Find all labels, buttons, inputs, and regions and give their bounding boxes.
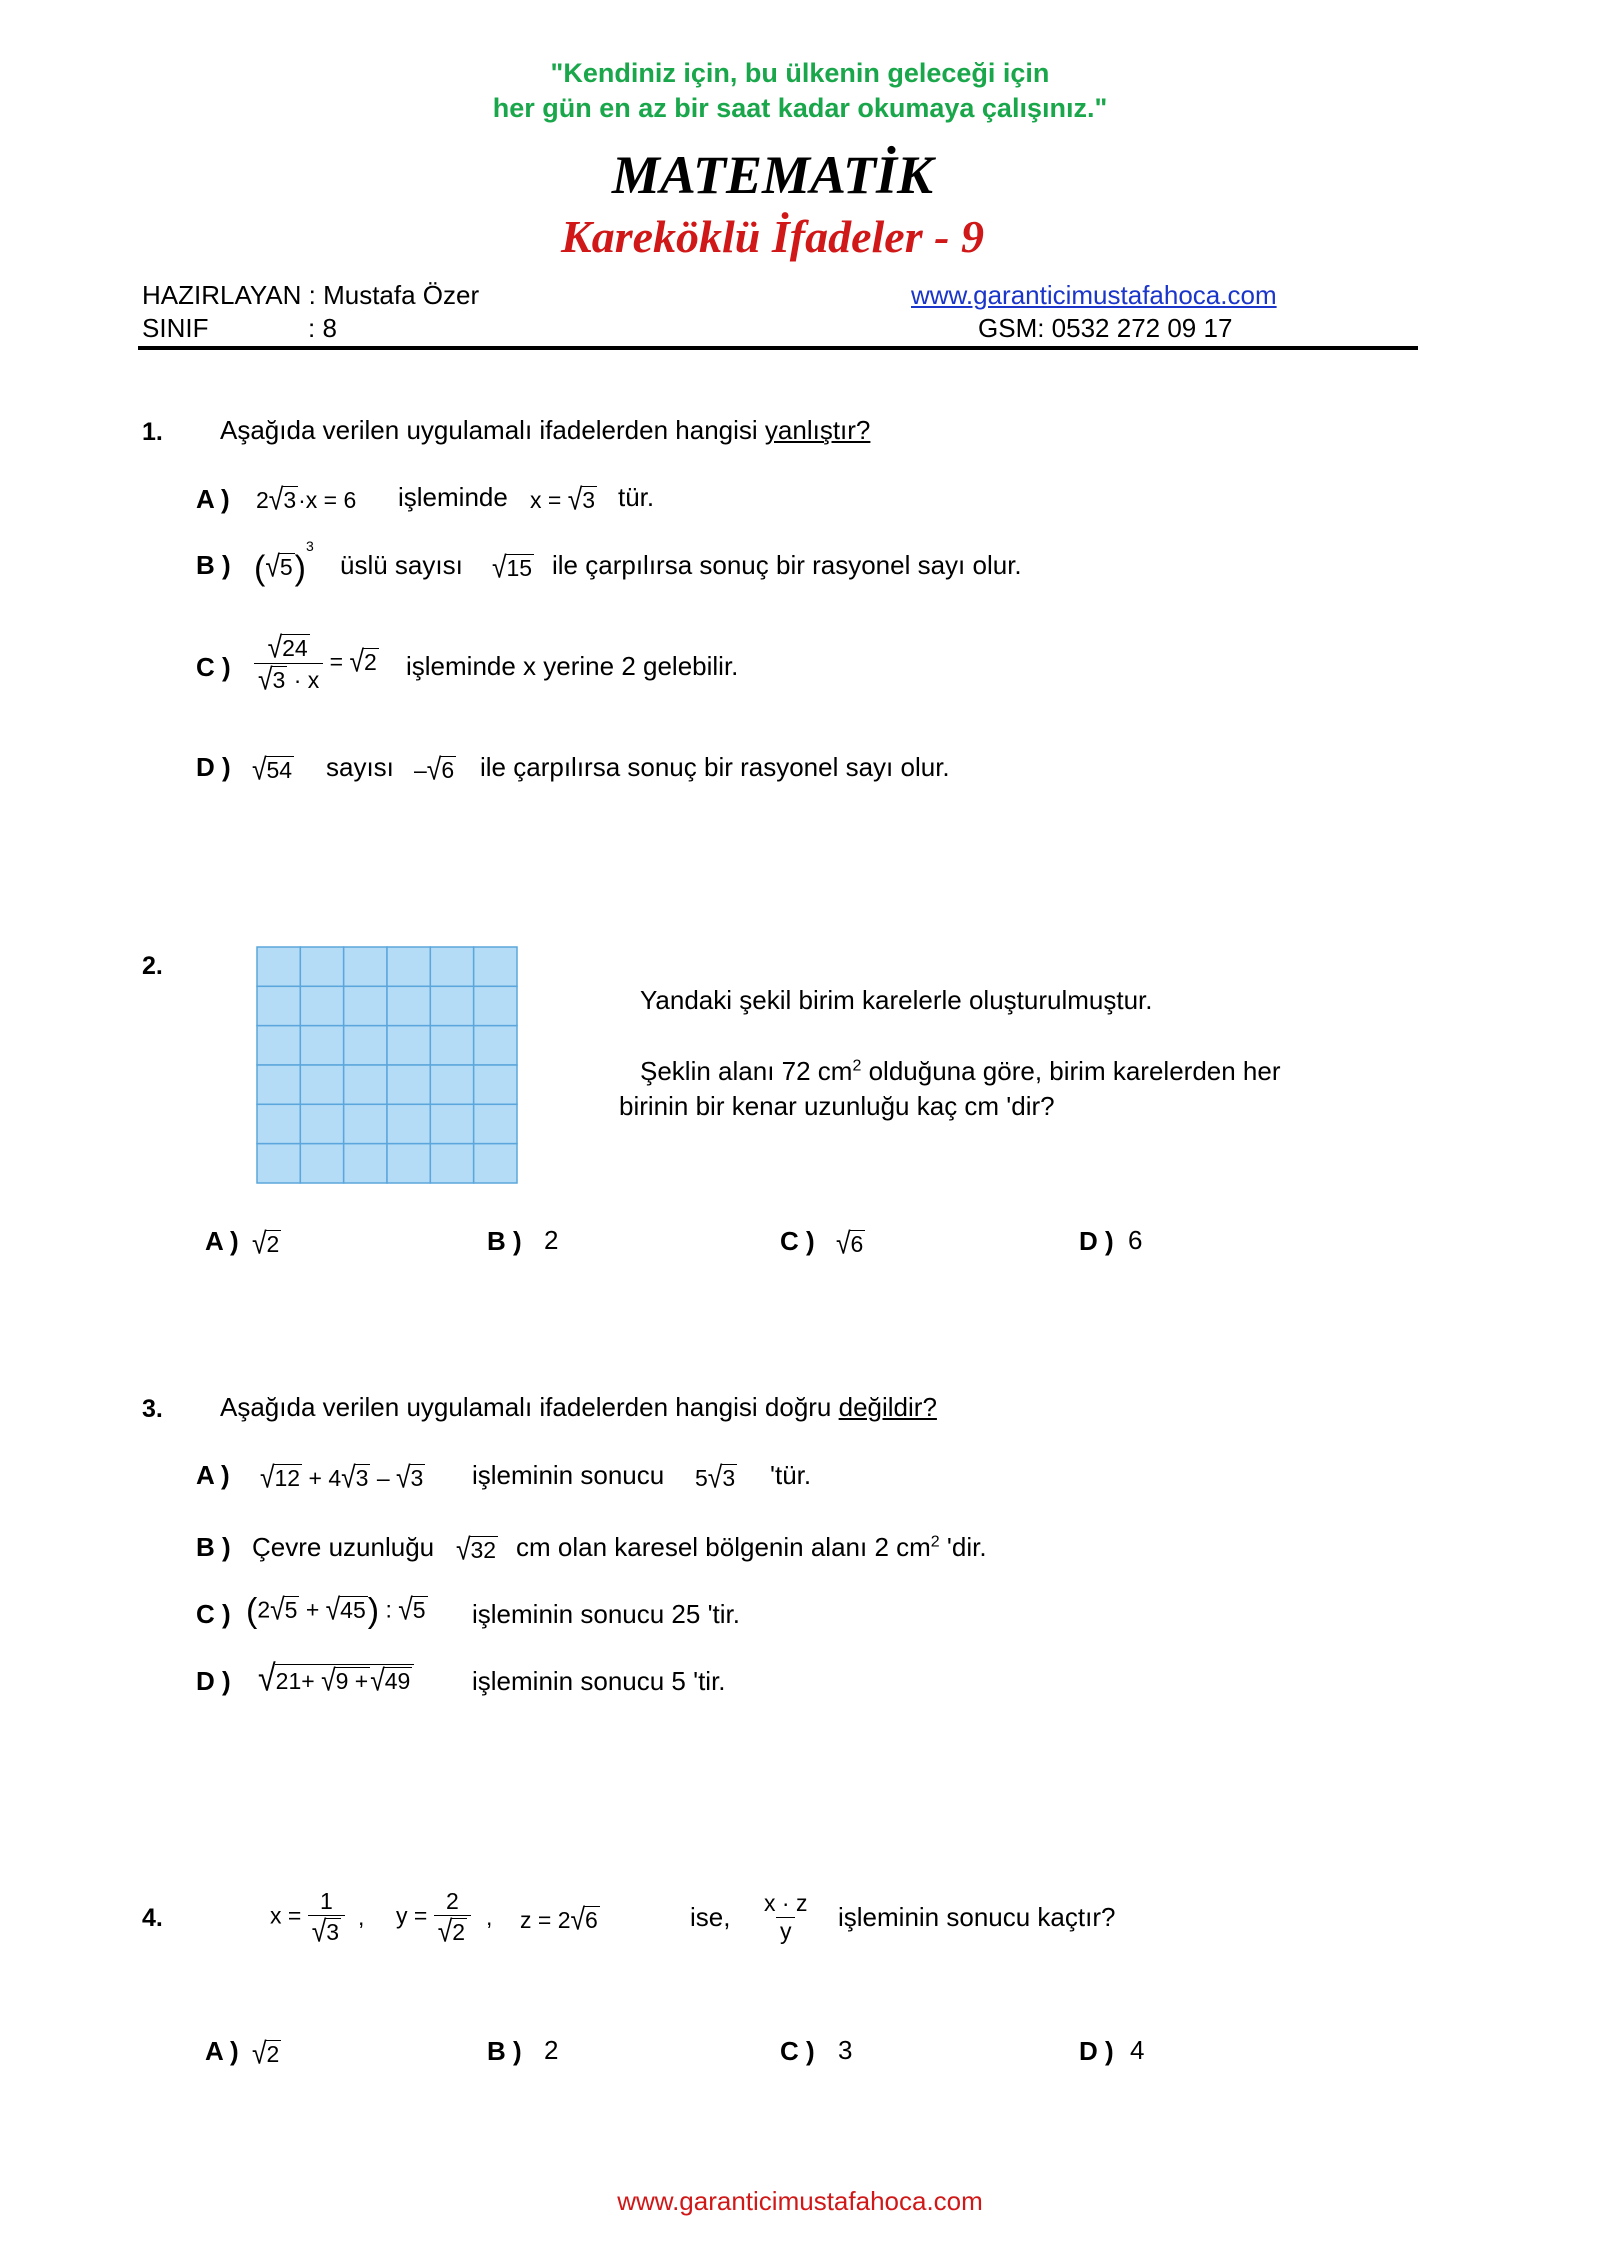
motto-line-1: "Kendiniz için, bu ülkenin geleceği için xyxy=(550,58,1050,88)
unit-square-grid-figure xyxy=(256,946,518,1184)
q4-number: 4. xyxy=(142,1904,163,1932)
q4-z-definition: z = 2√6 xyxy=(520,1901,598,1937)
q4-option-a-label[interactable]: A ) xyxy=(205,2036,239,2066)
q2-option-c-value: √6 xyxy=(836,1225,864,1261)
q4-separator-2: , xyxy=(486,1904,493,1930)
unit-square xyxy=(430,986,473,1025)
unit-square xyxy=(430,1026,473,1065)
unit-square xyxy=(257,1144,300,1183)
q2-option-d-value: 6 xyxy=(1128,1225,1143,1255)
q4-option-d-value: 4 xyxy=(1130,2035,1145,2065)
q3-option-d-label[interactable]: D ) xyxy=(196,1666,231,1696)
q3-option-a-label[interactable]: A ) xyxy=(196,1460,230,1490)
unit-square xyxy=(300,1104,343,1143)
q2-text-line-1: Yandaki şekil birim karelerle oluşturulmuştur. xyxy=(640,985,1153,1015)
q3-option-a-expression: √12 + 4√3 – √3 xyxy=(260,1459,424,1495)
q1-option-c-text: işleminde x yerine 2 gelebilir. xyxy=(406,651,739,681)
gsm-number: GSM: 0532 272 09 17 xyxy=(978,313,1233,343)
q4-target-fraction: $\frac{x \cdot z}{y}$ xyxy=(764,1890,808,1944)
unit-square xyxy=(300,947,343,986)
q4-option-c-label[interactable]: C ) xyxy=(780,2036,815,2066)
unit-square xyxy=(474,1144,517,1183)
q2-option-b-label[interactable]: B ) xyxy=(487,1226,522,1256)
q4-option-b-label[interactable]: B ) xyxy=(487,2036,522,2066)
q4-separator-1: , xyxy=(358,1904,365,1930)
unit-square xyxy=(430,1104,473,1143)
q1-option-d-multiplier: –√6 xyxy=(414,751,455,787)
unit-square xyxy=(344,1026,387,1065)
q3-option-b-text2: cm olan karesel bölgenin alanı 2 $cm^2$ 'dir. xyxy=(516,1532,987,1562)
q4-option-a-value: √2 xyxy=(252,2035,280,2071)
unit-square xyxy=(344,1144,387,1183)
footer-website[interactable]: www.garanticimustafahoca.com xyxy=(617,2186,983,2216)
q3-option-c-label[interactable]: C ) xyxy=(196,1599,231,1629)
website-link[interactable]: www.garanticimustafahoca.com xyxy=(911,280,1277,310)
unit-square xyxy=(430,947,473,986)
unit-square xyxy=(387,1104,430,1143)
q1-option-d-radical: √54 xyxy=(252,751,293,787)
q3-option-b-label[interactable]: B ) xyxy=(196,1532,231,1562)
q1-number: 1. xyxy=(142,418,163,446)
q3-option-a-suffix: 'tür. xyxy=(770,1460,812,1490)
q1-option-a-text1: işleminde xyxy=(398,482,508,512)
topic-title: Kareköklü İfadeler - 9 xyxy=(561,211,984,262)
unit-square xyxy=(257,1104,300,1143)
q1-option-b-power: $(√5)^3$ xyxy=(254,538,314,588)
q2-option-d-label[interactable]: D ) xyxy=(1079,1226,1114,1256)
q1-option-a-label[interactable]: A ) xyxy=(196,484,230,514)
unit-square xyxy=(387,1026,430,1065)
q1-option-a-expression: 2√3·x = 6 xyxy=(256,481,357,517)
q2-number: 2. xyxy=(142,952,163,980)
q1-option-d-text1: sayısı xyxy=(326,752,394,782)
q4-y-definition: y = $\frac{2}{√2}$ xyxy=(396,1888,471,1947)
q3-option-d-text: işleminin sonucu 5 'tir. xyxy=(472,1666,726,1696)
q3-option-b-radical: √32 xyxy=(456,1531,497,1567)
unit-square xyxy=(474,1065,517,1104)
q3-option-a-result: 5√3 xyxy=(695,1459,736,1495)
q4-option-c-value: 3 xyxy=(838,2035,853,2065)
q4-ise: ise, xyxy=(690,1902,731,1932)
q1-option-b-text1: üslü sayısı xyxy=(340,550,463,580)
q2-option-a-label[interactable]: A ) xyxy=(205,1226,239,1256)
q2-option-a-value: √2 xyxy=(252,1225,280,1261)
q3-option-b-text1: Çevre uzunluğu xyxy=(252,1532,435,1562)
unit-square xyxy=(387,986,430,1025)
unit-square xyxy=(344,1065,387,1104)
q1-option-b-label[interactable]: B ) xyxy=(196,550,231,580)
q4-option-d-label[interactable]: D ) xyxy=(1079,2036,1114,2066)
unit-square xyxy=(474,1026,517,1065)
unit-square xyxy=(300,1026,343,1065)
q2-option-c-label[interactable]: C ) xyxy=(780,1226,815,1256)
q2-option-b-value: 2 xyxy=(544,1225,559,1255)
q1-option-b-multiplier: √15 xyxy=(492,549,533,585)
q1-option-a-answer: x = √3 xyxy=(530,481,596,517)
q3-option-a-text: işleminin sonucu xyxy=(472,1460,665,1490)
unit-square xyxy=(474,947,517,986)
unit-square xyxy=(257,1026,300,1065)
unit-square xyxy=(257,1065,300,1104)
q3-option-c-expression: (2√5 + √45) : √5 xyxy=(246,1591,426,1630)
unit-square xyxy=(257,986,300,1025)
unit-square xyxy=(300,986,343,1025)
motto-line-2: her gün en az bir saat kadar okumaya çalışınız." xyxy=(492,93,1108,123)
q1-option-d-text2: ile çarpılırsa sonuç bir rasyonel sayı olur. xyxy=(480,752,950,782)
q3-number: 3. xyxy=(142,1395,163,1423)
unit-square xyxy=(474,986,517,1025)
unit-square xyxy=(344,1104,387,1143)
unit-square xyxy=(300,1065,343,1104)
unit-square xyxy=(344,986,387,1025)
q1-option-a-text2: tür. xyxy=(618,482,655,512)
q1-option-c-fraction: $\frac{√24}{√3 \cdot x}$ = √2 xyxy=(254,632,379,695)
q4-question-text: işleminin sonucu kaçtır? xyxy=(838,1902,1116,1932)
q4-x-definition: x = $\frac{1}{√3}$ xyxy=(270,1888,345,1947)
unit-square xyxy=(257,947,300,986)
q4-option-b-value: 2 xyxy=(544,2035,559,2065)
q2-text-line-2: Şeklin alanı 72 $cm^2$ olduğuna göre, birim karelerden her xyxy=(640,1056,1281,1086)
subject-title: MATEMATİK xyxy=(611,145,934,205)
unit-square xyxy=(387,1065,430,1104)
q3-option-c-text: işleminin sonucu 25 'tir. xyxy=(472,1599,740,1629)
unit-square xyxy=(474,1104,517,1143)
header-divider xyxy=(138,346,1418,350)
unit-square xyxy=(430,1065,473,1104)
class-value: : 8 xyxy=(308,313,337,343)
q3-option-d-expression: √21+ √9 +√49 xyxy=(258,1660,414,1697)
q1-option-c-label[interactable]: C ) xyxy=(196,652,231,682)
q1-option-b-text2: ile çarpılırsa sonuç bir rasyonel sayı olur. xyxy=(552,550,1022,580)
q1-stem: Aşağıda verilen uygulamalı ifadelerden hangisi yanlıştır? xyxy=(220,415,871,445)
unit-square-grid xyxy=(256,946,518,1184)
unit-square xyxy=(344,947,387,986)
author-label: HAZIRLAYAN : Mustafa Özer xyxy=(142,280,480,310)
unit-square xyxy=(430,1144,473,1183)
class-label: SINIF xyxy=(142,313,209,343)
unit-square xyxy=(387,947,430,986)
q2-text-line-3: birinin bir kenar uzunluğu kaç cm 'dir? xyxy=(619,1091,1055,1121)
unit-square xyxy=(387,1144,430,1183)
q1-option-d-label[interactable]: D ) xyxy=(196,752,231,782)
unit-square xyxy=(300,1144,343,1183)
q3-stem: Aşağıda verilen uygulamalı ifadelerden hangisi doğru değildir? xyxy=(220,1392,937,1422)
